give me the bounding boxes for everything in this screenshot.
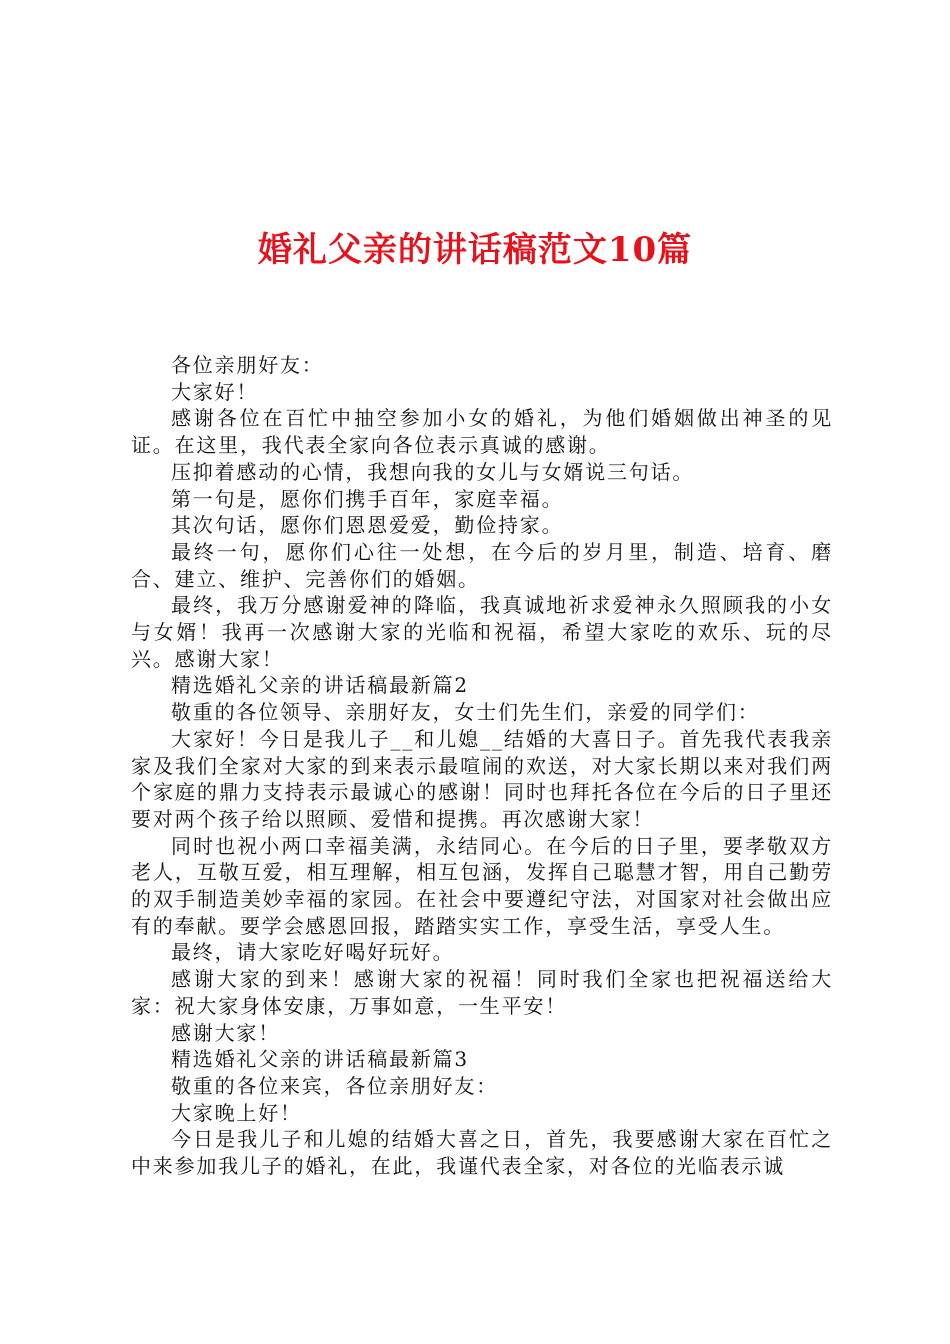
- section-heading: 精选婚礼父亲的讲话稿最新篇3: [171, 1047, 469, 1072]
- paragraph: 同时也祝小两口幸福美满，永结同心。在今后的日子里，要孝敬双方老人，互敬互爱，相互理解，相互包涵，发挥自己聪慧才智，用自己勤劳的双手制造美妙幸福的家园。在社会中要遵纪守法，对国家对社会做出应有的奉献。要学会感恩回报，踏踏实实工作，享受生活，享受人生。: [131, 833, 833, 938]
- paragraph: 最终，请大家吃好喝好玩好。: [171, 940, 455, 965]
- paragraph: 感谢大家！: [171, 1020, 280, 1045]
- paragraph: 第一句是，愿你们携手百年，家庭幸福。: [171, 486, 564, 511]
- section-heading: 精选婚礼父亲的讲话稿最新篇2: [171, 673, 469, 698]
- paragraph: 压抑着感动的心情，我想向我的女儿与女婿说三句话。: [171, 459, 695, 484]
- paragraph: 敬重的各位来宾，各位亲朋好友：: [171, 1073, 498, 1098]
- paragraph: 今日是我儿子和儿媳的结婚大喜之日，首先，我要感谢大家在百忙之中来参加我儿子的婚礼，在此，我谨代表全家，对各位的光临表示诚: [131, 1127, 833, 1179]
- paragraph: 大家晚上好！: [171, 1100, 302, 1125]
- paragraph: 最终，我万分感谢爱神的降临，我真诚地祈求爱神永久照顾我的小女与女婿！我再一次感谢大家的光临和祝福，希望大家吃的欢乐、玩的尽兴。感谢大家！: [131, 593, 833, 671]
- paragraph: 敬重的各位领导、亲朋好友，女士们先生们，亲爱的同学们：: [171, 700, 760, 725]
- document-title: 婚礼父亲的讲话稿范文10篇: [257, 229, 693, 270]
- paragraph: 大家好！: [171, 379, 259, 404]
- paragraph: 感谢大家的到来！感谢大家的祝福！同时我们全家也把祝福送给大家：祝大家身体安康，万事如意，一生平安！: [131, 967, 833, 1018]
- paragraph: 感谢各位在百忙中抽空参加小女的婚礼，为他们婚姻做出神圣的见证。在这里，我代表全家向各位表示真诚的感谢。: [131, 406, 833, 458]
- document-body: [131, 352, 833, 1180]
- paragraph: 大家好！今日是我儿子__和儿媳__结婚的大喜日子。首先我代表我亲家及我们全家对大家的到来表示最喧闹的欢送，对大家长期以来对我们两个家庭的鼎力支持表示最诚心的感谢！同时也拜托各位在今后的日子里还要对两个孩子给以照顾、爱惜和提携。再次感谢大家！: [131, 726, 833, 831]
- paragraph: 其次句话，愿你们恩恩爱爱，勤俭持家。: [171, 513, 564, 538]
- paragraph: 各位亲朋好友：: [171, 353, 324, 377]
- paragraph: 最终一句，愿你们心往一处想，在今后的岁月里，制造、培育、磨合、建立、维护、完善你们的婚姻。: [131, 539, 833, 591]
